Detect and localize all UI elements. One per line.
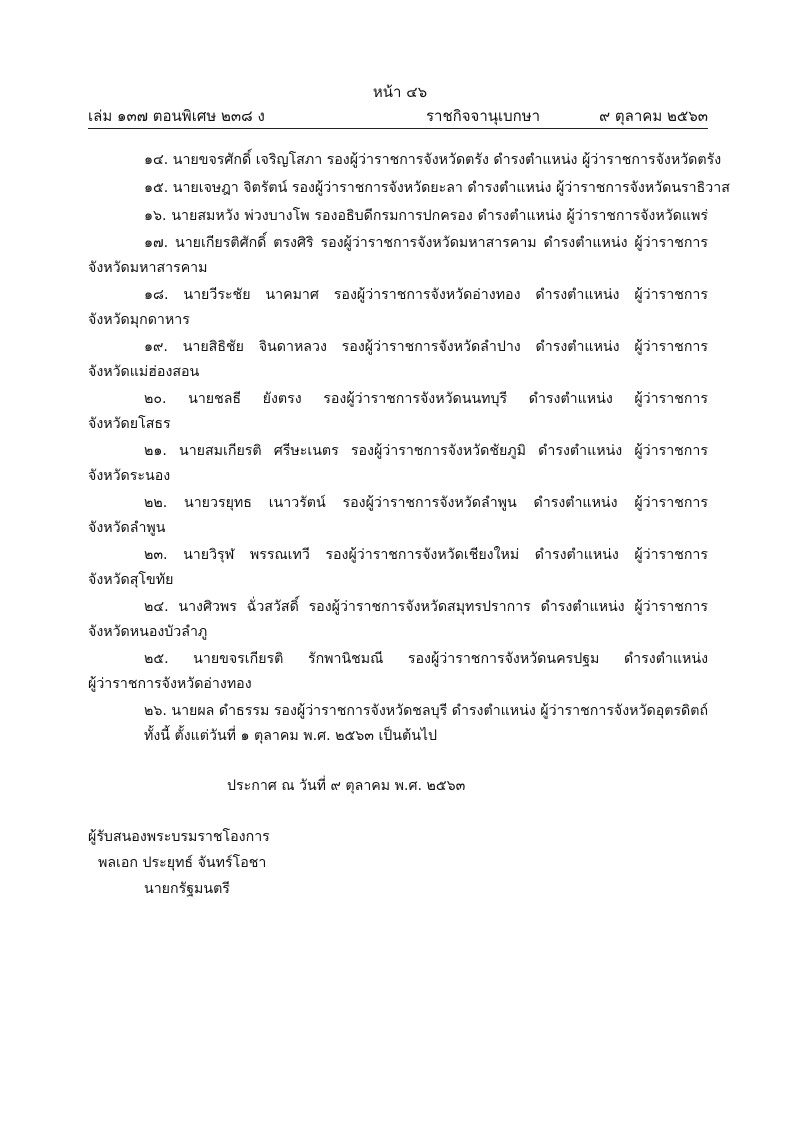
appointment-item-25-continuation: ผู้ว่าราชการจังหวัดอ่างทอง	[88, 676, 252, 692]
appointment-item-16: ๑๖. นายสมหวัง พ่วงบางโพ รองอธิบดีกรมการปกครอง ดำรงตำแหน่ง ผู้ว่าราชการจังหวัดแพร่	[144, 208, 708, 224]
appointment-item-18-continuation: จังหวัดมุกดาหาร	[88, 312, 190, 328]
appointment-item-21-continuation: จังหวัดระนอง	[88, 468, 171, 484]
header-divider	[88, 128, 708, 129]
header-journal: ราชกิจจานุเบกษา	[426, 107, 541, 125]
appointment-item-17: ๑๗. นายเกียรติศักดิ์ ตรงศิริ รองผู้ว่าราชการจังหวัดมหาสารคาม ดำรงตำแหน่ง ผู้ว่าราชการ	[144, 235, 708, 251]
effective-date-clause: ทั้งนี้ ตั้งแต่วันที่ ๑ ตุลาคม พ.ศ. ๒๕๖๓ เป็นต้นไป	[144, 728, 438, 744]
appointment-item-24-continuation: จังหวัดหนองบัวลำภู	[88, 624, 208, 640]
header-volume: เล่ม ๑๓๗ ตอนพิเศษ ๒๓๘ ง	[88, 107, 265, 125]
appointment-item-14: ๑๔. นายขจรศักดิ์ เจริญโสภา รองผู้ว่าราชการจังหวัดตรัง ดำรงตำแหน่ง ผู้ว่าราชการจังหวัดตรัง	[144, 152, 722, 168]
page-header	[88, 104, 708, 126]
appointment-item-21: ๒๑. นายสมเกียรติ ศรีษะเนตร รองผู้ว่าราชการจังหวัดชัยภูมิ ดำรงตำแหน่ง ผู้ว่าราชการ	[144, 443, 708, 459]
appointment-item-23: ๒๓. นายวิรุฬ พรรณเทวี รองผู้ว่าราชการจังหวัดเชียงใหม่ ดำรงตำแหน่ง ผู้ว่าราชการ	[144, 547, 708, 563]
appointment-item-19-continuation: จังหวัดแม่ฮ่องสอน	[88, 364, 200, 380]
appointment-item-26: ๒๖. นายผล ดำธรรม รองผู้ว่าราชการจังหวัดชลบุรี ดำรงตำแหน่ง ผู้ว่าราชการจังหวัดอุตรดิตถ์	[144, 703, 709, 719]
appointment-item-15: ๑๕. นายเจษฎา จิตรัตน์ รองผู้ว่าราชการจังหวัดยะลา ดำรงตำแหน่ง ผู้ว่าราชการจังหวัดนราธิวาส	[144, 180, 730, 196]
appointment-item-22: ๒๒. นายวรยุทธ เนาวรัตน์ รองผู้ว่าราชการจังหวัดลำพูน ดำรงตำแหน่ง ผู้ว่าราชการ	[144, 495, 708, 511]
signatory-name: พลเอก ประยุทธ์ จันทร์โอชา	[98, 855, 267, 871]
appointment-item-19: ๑๙. นายสิธิชัย จินดาหลวง รองผู้ว่าราชการจังหวัดลำปาง ดำรงตำแหน่ง ผู้ว่าราชการ	[144, 339, 708, 355]
appointment-item-20: ๒๐. นายชลธี ยังตรง รองผู้ว่าราชการจังหวัดนนทบุรี ดำรงตำแหน่ง ผู้ว่าราชการ	[144, 391, 708, 407]
appointment-item-18: ๑๘. นายวีระชัย นาคมาศ รองผู้ว่าราชการจังหวัดอ่างทอง ดำรงตำแหน่ง ผู้ว่าราชการ	[144, 287, 708, 303]
appointment-item-17-continuation: จังหวัดมหาสารคาม	[88, 260, 208, 276]
appointment-item-22-continuation: จังหวัดลำพูน	[88, 520, 166, 536]
page-number: หน้า ๔๖	[372, 83, 428, 101]
appointment-item-23-continuation: จังหวัดสุโขทัย	[88, 572, 174, 588]
announcement-date: ประกาศ ณ วันที่ ๙ ตุลาคม พ.ศ. ๒๕๖๓	[227, 778, 466, 794]
appointment-item-20-continuation: จังหวัดยโสธร	[88, 416, 171, 432]
header-date: ๙ ตุลาคม ๒๕๖๓	[599, 107, 708, 125]
signatory-title: นายกรัฐมนตรี	[144, 881, 230, 897]
countersign-label: ผู้รับสนองพระบรมราชโองการ	[88, 829, 270, 845]
appointment-item-25: ๒๕. นายขจรเกียรติ รักพานิชมณี รองผู้ว่าราชการจังหวัดนครปฐม ดำรงตำแหน่ง	[144, 651, 708, 667]
appointment-item-24: ๒๔. นางศิวพร ฉั่วสวัสดิ์ รองผู้ว่าราชการจังหวัดสมุทรปราการ ดำรงตำแหน่ง ผู้ว่าราชการ	[144, 599, 708, 615]
